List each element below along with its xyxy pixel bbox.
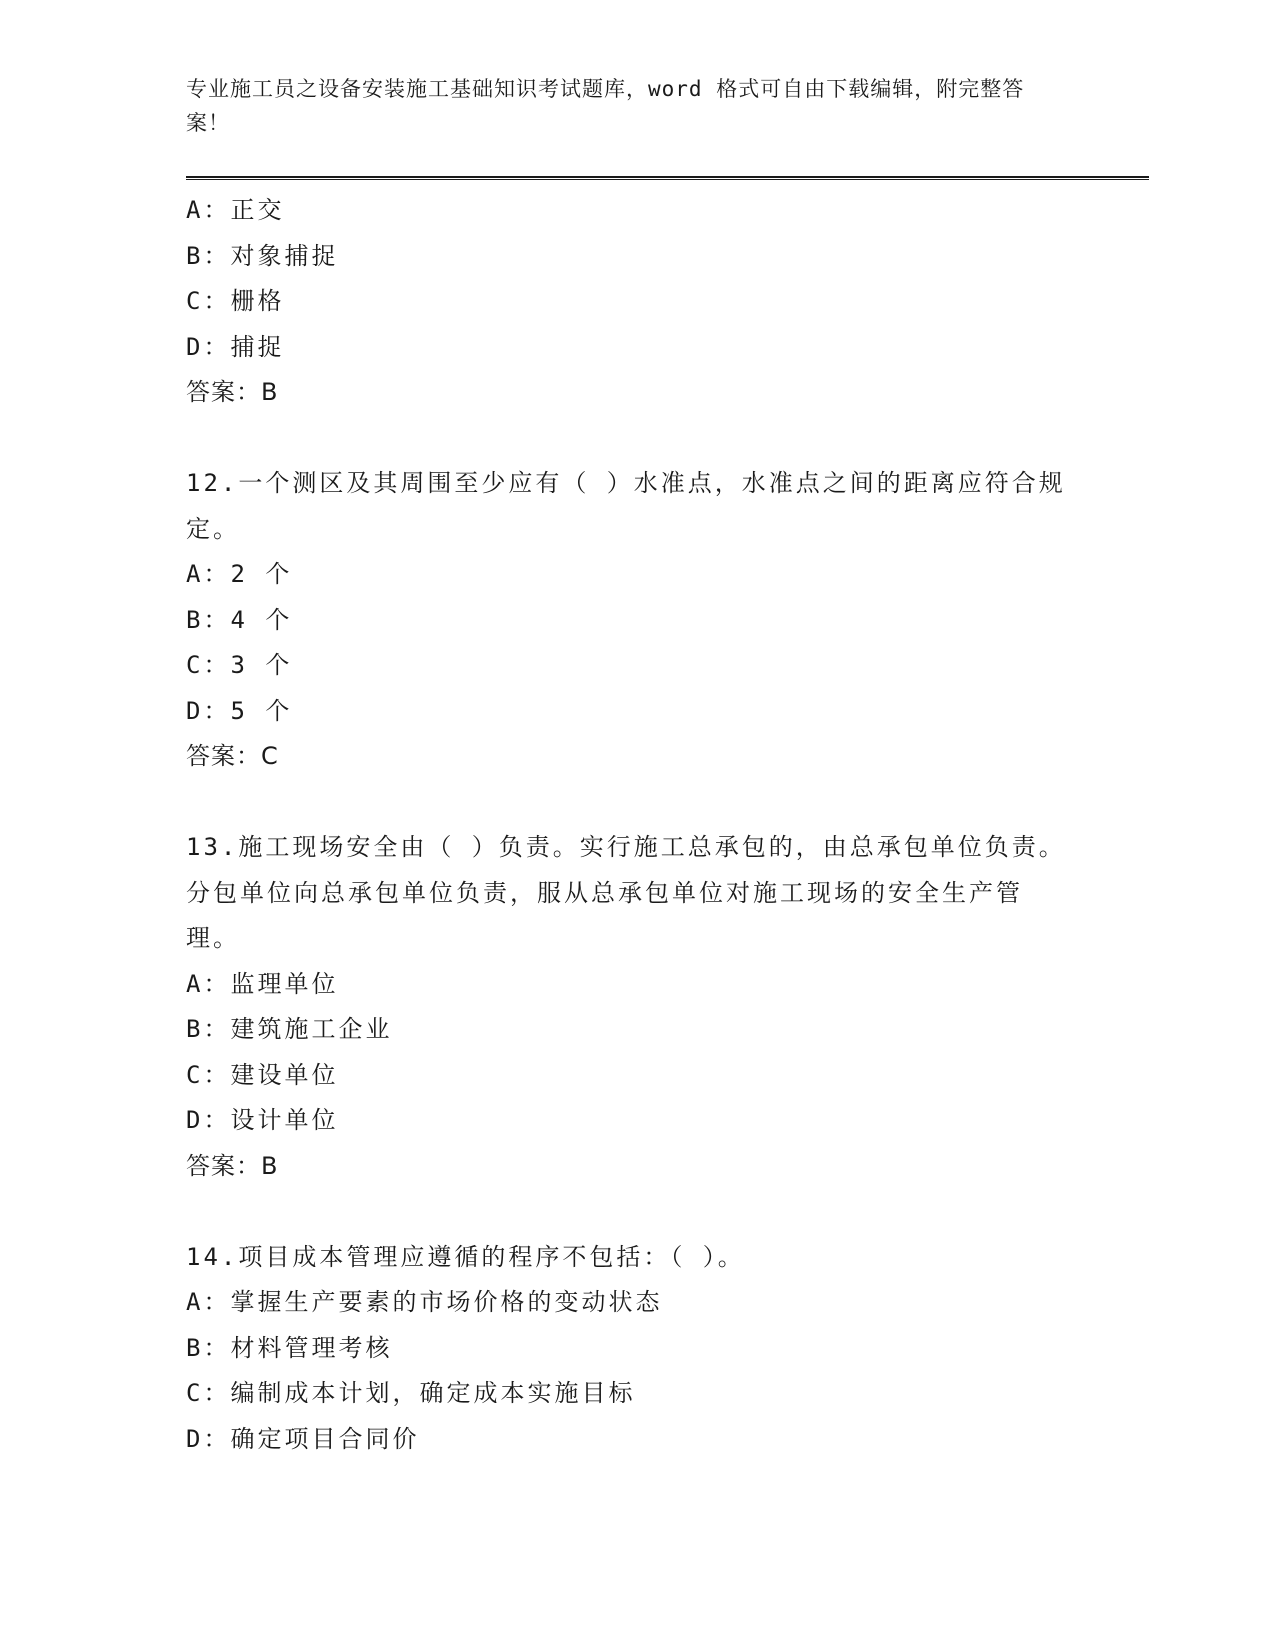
option-b: B：材料管理考核: [186, 1333, 393, 1362]
option-a: A：2 个: [186, 560, 293, 588]
option-c: C：栅格: [186, 287, 285, 315]
question-13: [186, 825, 1066, 1189]
question-14: [186, 1235, 1066, 1463]
option-a: A：正交: [186, 196, 285, 224]
question-12: [186, 461, 1066, 780]
header-divider: [186, 176, 1149, 180]
option-b: B：4 个: [186, 605, 293, 634]
option-b: B：对象捕捉: [186, 241, 339, 270]
option-c: C：编制成本计划，确定成本实施目标: [186, 1379, 636, 1407]
answer: 答案：C: [186, 742, 279, 770]
question-text: 14.项目成本管理应遵循的程序不包括：（ ）。: [186, 1242, 745, 1271]
answer: 答案：B: [186, 378, 279, 406]
option-b: B：建筑施工企业: [186, 1015, 393, 1043]
option-a: A：监理单位: [186, 969, 339, 998]
document-header: 专业施工员之设备安装施工基础知识考试题库，word 格式可自由下载编辑，附完整答案！: [186, 77, 1025, 135]
question-text: 12.一个测区及其周围至少应有（ ）水准点，水准点之间的距离应符合规定。: [186, 469, 1066, 543]
question-text: 13.施工现场安全由（ ）负责。实行施工总承包的，由总承包单位负责。分包单位向总承包单位负责，服从总承包单位对施工现场的安全生产管理。: [186, 833, 1066, 952]
option-d: D：捕捉: [186, 332, 285, 361]
option-d: D：设计单位: [186, 1106, 339, 1134]
option-a: A：掌握生产要素的市场价格的变动状态: [186, 1288, 663, 1316]
question-list: [186, 188, 1066, 1462]
option-d: D：确定项目合同价: [186, 1424, 420, 1453]
option-c: C：3 个: [186, 651, 293, 679]
option-c: C：建设单位: [186, 1060, 339, 1089]
option-d: D：5 个: [186, 696, 293, 725]
question-11: [186, 188, 1066, 416]
answer: 答案：B: [186, 1151, 279, 1180]
